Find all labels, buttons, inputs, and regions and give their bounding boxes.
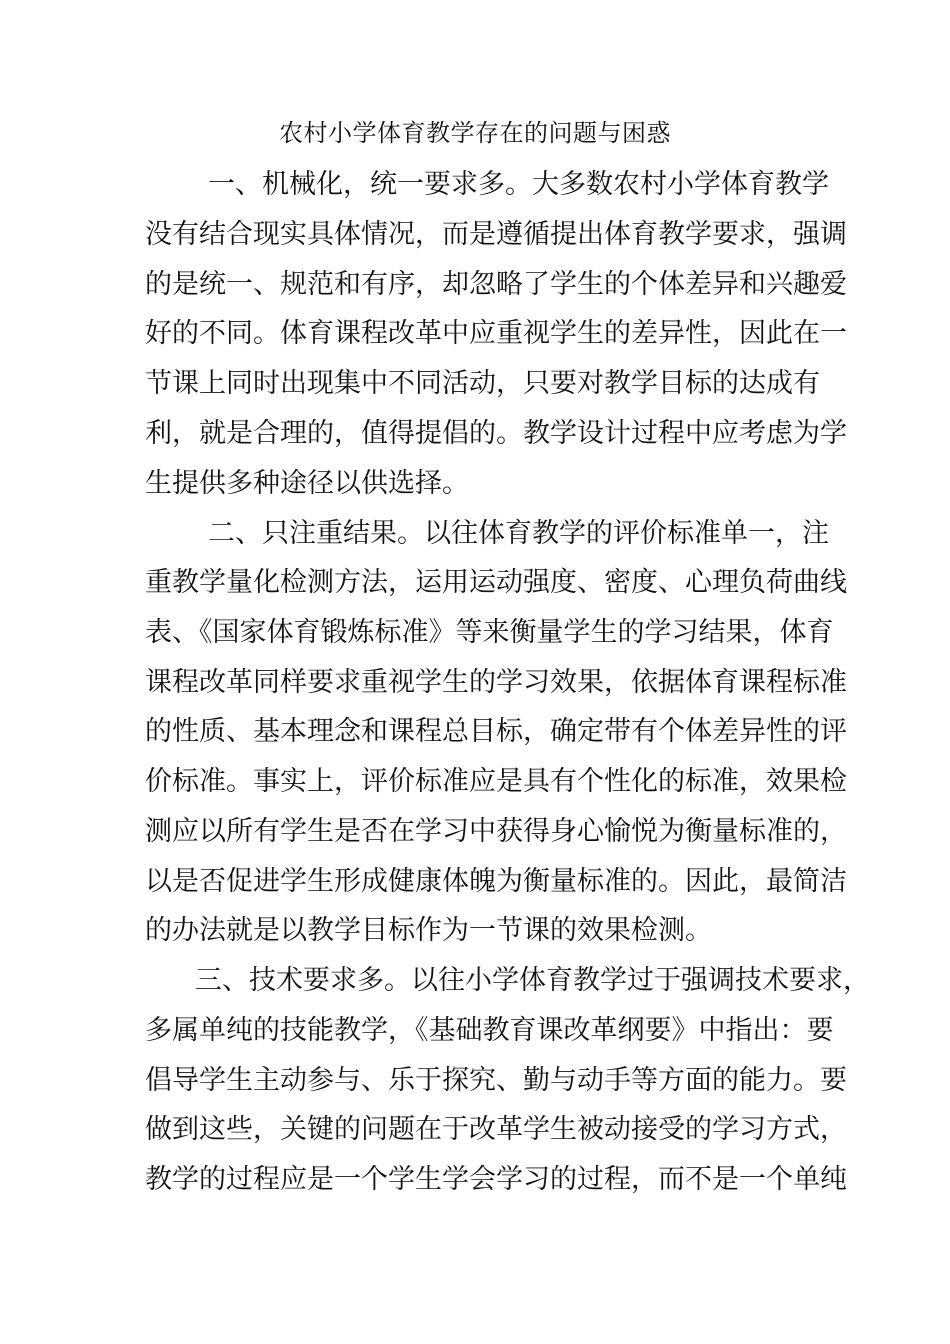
paragraph-1-line: 节课上同时出现集中不同活动，只要对教学目标的达成有 [145, 368, 820, 399]
paragraph-1-line: 好的不同。体育课程改革中应重视学生的差异性，因此在一 [145, 318, 847, 349]
paragraph-3-line: 三、技术要求多。以往小学体育教学过于强调技术要求， [195, 965, 870, 996]
paragraph-3-line: 多属单纯的技能教学，《基础教育课改革纲要》中指出：要 [145, 1015, 834, 1046]
paragraph-1-line: 一、机械化，统一要求多。大多数农村小学体育教学 [208, 169, 829, 200]
paragraph-1-line: 生提供多种途径以供选择。 [145, 468, 469, 499]
paragraph-2-line: 价标准。事实上，评价标准应是具有个性化的标准，效果检 [145, 766, 847, 797]
paragraph-2-line: 测应以所有学生是否在学习中获得身心愉悦为衡量标准的， [145, 816, 847, 847]
paragraph-2-line: 的办法就是以教学目标作为一节课的效果检测。 [145, 915, 712, 946]
paragraph-1-line: 没有结合现实具体情况，而是遵循提出体育教学要求，强调 [145, 219, 847, 250]
paragraph-2-line: 的性质、基本理念和课程总目标，确定带有个体差异性的评 [145, 716, 847, 747]
paragraph-2-line: 表、《国家体育锻炼标准》等来衡量学生的学习结果，体育 [145, 617, 834, 648]
document-title: 农村小学体育教学存在的问题与困惑 [279, 119, 671, 147]
paragraph-1-line: 的是统一、规范和有序，却忽略了学生的个体差异和兴趣爱 [145, 269, 847, 300]
paragraph-3-line: 做到这些，关键的问题在于改革学生被动接受的学习方式， [145, 1114, 847, 1145]
paragraph-1-line: 利，就是合理的，值得提倡的。教学设计过程中应考虑为学 [145, 418, 847, 449]
paragraph-3-line: 倡导学生主动参与、乐于探究、勤与动手等方面的能力。要 [145, 1065, 847, 1096]
paragraph-3-line: 教学的过程应是一个学生学会学习的过程，而不是一个单纯 [145, 1164, 847, 1195]
paragraph-2-line: 以是否促进学生形成健康体魄为衡量标准的。因此，最简洁 [145, 866, 847, 897]
paragraph-2-line: 二、只注重结果。以往体育教学的评价标准单一，注 [208, 518, 829, 549]
paragraph-2-line: 课程改革同样要求重视学生的学习效果，依据体育课程标准 [145, 667, 847, 698]
paragraph-2-line: 重教学量化检测方法，运用运动强度、密度、心理负荷曲线 [145, 567, 847, 598]
